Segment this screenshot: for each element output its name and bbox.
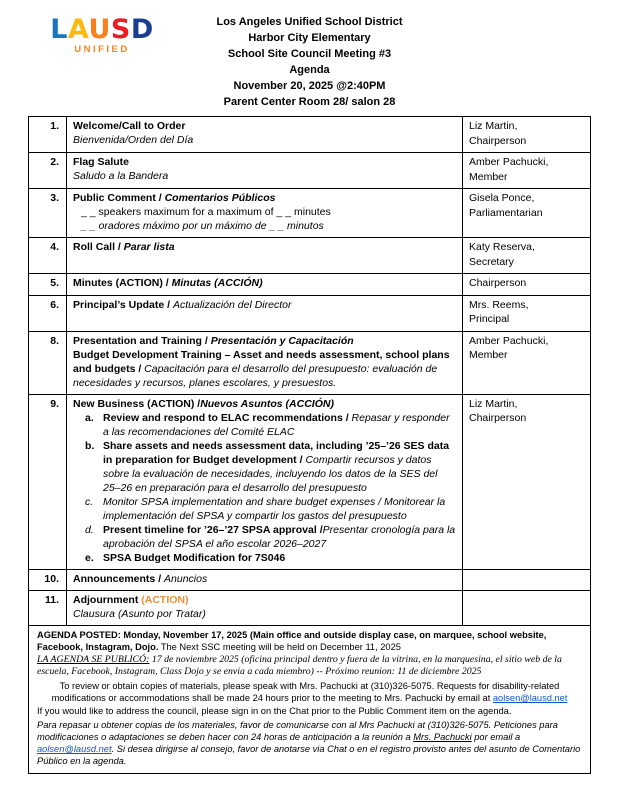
- text-segment: Present timeline for ’26–’27 SPSA approval /: [103, 523, 323, 536]
- line-text: [73, 170, 168, 182]
- line-text: [73, 349, 450, 389]
- text-segment: por email a: [471, 731, 521, 742]
- responsible-person: [463, 117, 591, 153]
- text-segment: Flag Salute: [73, 156, 130, 168]
- text-segment: Review and respond to ELAC recommendations /: [103, 411, 352, 424]
- agenda-row: [29, 295, 591, 331]
- text-segment: Parar lista: [123, 241, 175, 253]
- line-text: [73, 156, 129, 168]
- responsible-person: [463, 295, 591, 331]
- text-segment: AGENDA POSTED: Monday, November 17, 2025 (Main office and outside display case, on marquee, school website, Facebook, Instagram, Dojo.: [37, 629, 547, 652]
- item-line: [73, 334, 456, 348]
- line-text: [103, 439, 456, 495]
- text-segment: Principal’s Update /: [73, 298, 173, 311]
- sub-item-line: [85, 495, 456, 523]
- item-number: 9.: [29, 394, 67, 569]
- item-line: [73, 348, 456, 390]
- text-segment: Saludo a la Bandera: [73, 170, 169, 182]
- item-line: [81, 219, 456, 233]
- item-line: [73, 191, 456, 205]
- line-text: [73, 573, 207, 585]
- footer-paragraph: [37, 654, 582, 679]
- item-line: [73, 298, 456, 312]
- text-segment: Clausura (Asunto por Tratar): [73, 607, 206, 620]
- footer-cell: [29, 625, 591, 773]
- text-segment: Presentation and Training /: [73, 334, 211, 347]
- text-segment: Presentar cronología para la aprobación del SPSA el año escolar 2026–2027: [103, 523, 456, 550]
- text-segment: Para repasar u obtener copias de los materiales, favor de comunicarse con al Mrs Pachucki at (310)326-5075.: [37, 719, 494, 730]
- agenda-row: [29, 117, 591, 153]
- responsible-person: [463, 569, 591, 590]
- text-segment: Announcements: [73, 572, 159, 585]
- responsible-person: [463, 590, 591, 625]
- item-content: [67, 117, 463, 153]
- text-segment: SPSA Budget Modification for 7S046: [103, 551, 286, 564]
- line-text: [73, 299, 291, 311]
- text-segment: /: [158, 572, 165, 585]
- item-line: [81, 205, 456, 219]
- person-line: Secretary: [469, 255, 514, 268]
- person-line: Liz Martin,: [469, 397, 518, 410]
- person-line: Chairperson: [469, 134, 527, 147]
- text-segment: Actualización del Director: [172, 298, 292, 311]
- footer-paragraph: [37, 705, 582, 717]
- logo-letter: S: [110, 14, 131, 45]
- item-content: [67, 590, 463, 625]
- text-segment: Repasar y responder a las recomendaciones del Comité ELAC: [103, 411, 450, 438]
- line-text: [73, 398, 334, 410]
- responsible-person: [463, 274, 591, 296]
- sub-item-marker: a.: [85, 411, 94, 424]
- line-text: [103, 495, 456, 523]
- header-school: Harbor City Elementary: [248, 32, 371, 44]
- text-segment: Adjournment: [73, 593, 142, 606]
- item-content: [67, 569, 463, 590]
- agenda-table-body: [29, 117, 591, 626]
- line-text: [73, 134, 193, 146]
- responsible-person: [463, 238, 591, 274]
- text-segment: (ACTION): [141, 593, 189, 606]
- text-segment: /: [115, 241, 124, 253]
- text-segment: Budget Development Training – Asset and needs assessment, school plans and budgets /: [73, 348, 450, 375]
- item-line: [73, 397, 456, 411]
- footer-row: [29, 625, 591, 773]
- line-text: [73, 120, 185, 132]
- text-segment: Capacitación para el desarrollo del presupuesto: evaluación de necesidades y recursos, planes escolares, y presuestos.: [73, 362, 438, 389]
- responsible-person: [463, 331, 591, 394]
- person-line: Member: [469, 170, 508, 183]
- text-segment: Minutes (ACTION) /: [73, 277, 172, 289]
- item-content: [67, 153, 463, 189]
- text-segment: Presentación y Capacitación: [210, 334, 354, 347]
- text-segment: _ _ speakers maximum for a maximum of _ _ minutes: [81, 206, 331, 218]
- line-text: [73, 277, 263, 289]
- text-segment: Comentarios Públicos: [164, 192, 276, 204]
- item-content: [67, 394, 463, 569]
- text-segment: LA AGENDA SE PUBLICÓ:: [37, 654, 150, 666]
- item-line: [73, 240, 456, 254]
- agenda-row: [29, 331, 591, 394]
- item-number: 6.: [29, 295, 67, 331]
- person-line: Mrs. Reems,: [469, 298, 529, 311]
- item-number: 4.: [29, 238, 67, 274]
- header-district: Los Angeles Unified School District: [216, 16, 403, 28]
- item-number: 3.: [29, 189, 67, 238]
- text-segment: Share assets and needs assessment data, including ’25–’26 SES data in preparation for Budget development /: [103, 439, 450, 466]
- person-line: Chairperson: [469, 277, 527, 289]
- text-segment: Nuevos Asuntos (ACCIÓN): [200, 397, 334, 410]
- email-link[interactable]: aolsen@lausd.net: [37, 744, 112, 755]
- item-number: 1.: [29, 117, 67, 153]
- sub-item-marker: d.: [85, 523, 94, 536]
- text-segment: Peticiones para modificaciones o adaptaciones se deben hacer con 24 horas de anticipación a la reunión a: [37, 719, 558, 742]
- agenda-row: [29, 153, 591, 189]
- item-content: [67, 331, 463, 394]
- item-content: [67, 295, 463, 331]
- line-text: [73, 594, 189, 606]
- text-segment: Compartir recursos y datos sobre la evaluación de necesidades, incluyendo los datos de la SES del 25–26 en preparación para el desarrollo del presupuesto: [103, 453, 438, 494]
- line-text: [81, 206, 331, 218]
- lausd-logo-unified: UNIFIED: [74, 44, 130, 55]
- text-segment: The Next SSC meeting will be held on December 11, 2025: [158, 641, 401, 652]
- text-segment: If you would like to address the council, please sign in on the Chat prior to the Public Comment item on the agenda.: [37, 706, 512, 717]
- text-segment: Roll Call: [73, 241, 116, 253]
- sub-item-marker: c.: [85, 495, 94, 508]
- responsible-person: [463, 394, 591, 569]
- item-line: [73, 155, 456, 169]
- text-segment: 17 de noviembre 2025 (oficina principal dentro y fuera de la vitrina, en la marquesina, el sitio web de la escuela, Facebook, Instagram, Class Dojo y se envia a cada miembro) -- Próximo reunion: 11 de diciembre 2025: [37, 654, 562, 678]
- sub-item-marker: b.: [85, 439, 95, 452]
- header-location: Parent Center Room 28/ salon 28: [223, 96, 396, 108]
- line-text: [103, 551, 456, 565]
- agenda-row: [29, 238, 591, 274]
- person-line: Parliamentarian: [469, 206, 543, 219]
- document-header: [28, 14, 591, 110]
- item-number: 8.: [29, 331, 67, 394]
- text-segment: Minutas (ACCIÓN): [171, 277, 263, 289]
- text-segment: Welcome/Call to Order: [73, 120, 186, 132]
- sub-item-marker: e.: [85, 551, 94, 564]
- item-line: [73, 593, 456, 607]
- text-segment: Bienvenida/Orden del Día: [73, 134, 194, 146]
- item-line: [73, 276, 456, 290]
- item-line: [73, 119, 456, 133]
- text-segment: _ _ oradores máximo por un máximo de _ _ minutos: [81, 220, 324, 232]
- line-text: [73, 241, 175, 253]
- item-content: [67, 238, 463, 274]
- logo-letter: U: [88, 14, 111, 45]
- agenda-row: [29, 189, 591, 238]
- agenda-row: [29, 569, 591, 590]
- lausd-logo-letters: [50, 16, 154, 43]
- sub-item-line: [85, 551, 456, 565]
- sub-item-line: [85, 523, 456, 551]
- email-link[interactable]: aolsen@lausd.net: [492, 692, 568, 703]
- responsible-person: [463, 153, 591, 189]
- item-line: [73, 572, 456, 586]
- text-segment: Anuncios: [164, 572, 208, 585]
- text-segment: . Si desea dirigirse al consejo, favor de anotarse via Chat o en el registro provisto antes del asunto de Comentario Público en la agenda.: [37, 744, 581, 767]
- header-agenda-label: Agenda: [289, 64, 330, 76]
- item-content: [67, 189, 463, 238]
- line-text: [73, 335, 354, 347]
- text-segment: New Business (ACTION) /: [73, 397, 201, 410]
- footer-paragraph: [37, 629, 582, 654]
- line-text: [81, 220, 324, 232]
- footer-paragraph: [37, 680, 582, 705]
- item-number: 11.: [29, 590, 67, 625]
- logo-letter: D: [130, 14, 154, 45]
- item-number: 5.: [29, 274, 67, 296]
- person-line: Katy Reserva,: [469, 241, 535, 253]
- item-line: [73, 607, 456, 621]
- sub-item-line: [85, 439, 456, 495]
- item-number: 10.: [29, 569, 67, 590]
- person-line: Liz Martin,: [469, 120, 518, 132]
- item-content: [67, 274, 463, 296]
- agenda-row: [29, 274, 591, 296]
- person-line: Principal: [469, 313, 510, 325]
- person-line: Chairperson: [469, 412, 527, 424]
- text-segment: Public Comment /: [73, 192, 165, 204]
- sub-item-line: [85, 411, 456, 439]
- line-text: [103, 523, 456, 551]
- logo-letter: L: [50, 14, 68, 45]
- agenda-row: [29, 394, 591, 569]
- text-segment: Monitorear la implementación del SPSA y compartir los gastos del presupuesto: [103, 495, 446, 522]
- text-segment: Monitor SPSA implementation and share budget expenses /: [103, 495, 384, 508]
- logo-letter: A: [67, 14, 89, 45]
- responsible-person: [463, 189, 591, 238]
- person-line: Amber Pachucki,: [469, 156, 549, 168]
- header-datetime: November 20, 2025 @2:40PM: [233, 80, 386, 92]
- line-text: [73, 192, 275, 204]
- lausd-logo: [50, 16, 154, 55]
- text-segment: To review or obtain copies of materials, please speak with Mrs. Pachucki at (310)326-5075. Requests for disability-related modifications or accommodations shall be made 24 hours prior to the meeting to Mrs. Pachucki by email at: [51, 680, 560, 703]
- agenda-table: [28, 116, 591, 774]
- person-line: Member: [469, 349, 508, 361]
- footer-paragraph: [37, 719, 582, 768]
- agenda-table-footer: [29, 625, 591, 773]
- item-number: 2.: [29, 153, 67, 189]
- item-line: [73, 133, 456, 147]
- line-text: [73, 608, 206, 620]
- line-text: [103, 411, 456, 439]
- text-segment: Mrs. Pachucki: [413, 731, 472, 742]
- item-line: [73, 169, 456, 183]
- person-line: Amber Pachucki,: [469, 334, 549, 347]
- agenda-row: [29, 590, 591, 625]
- person-line: Gisela Ponce,: [469, 192, 535, 204]
- header-meeting-title: School Site Council Meeting #3: [227, 48, 392, 60]
